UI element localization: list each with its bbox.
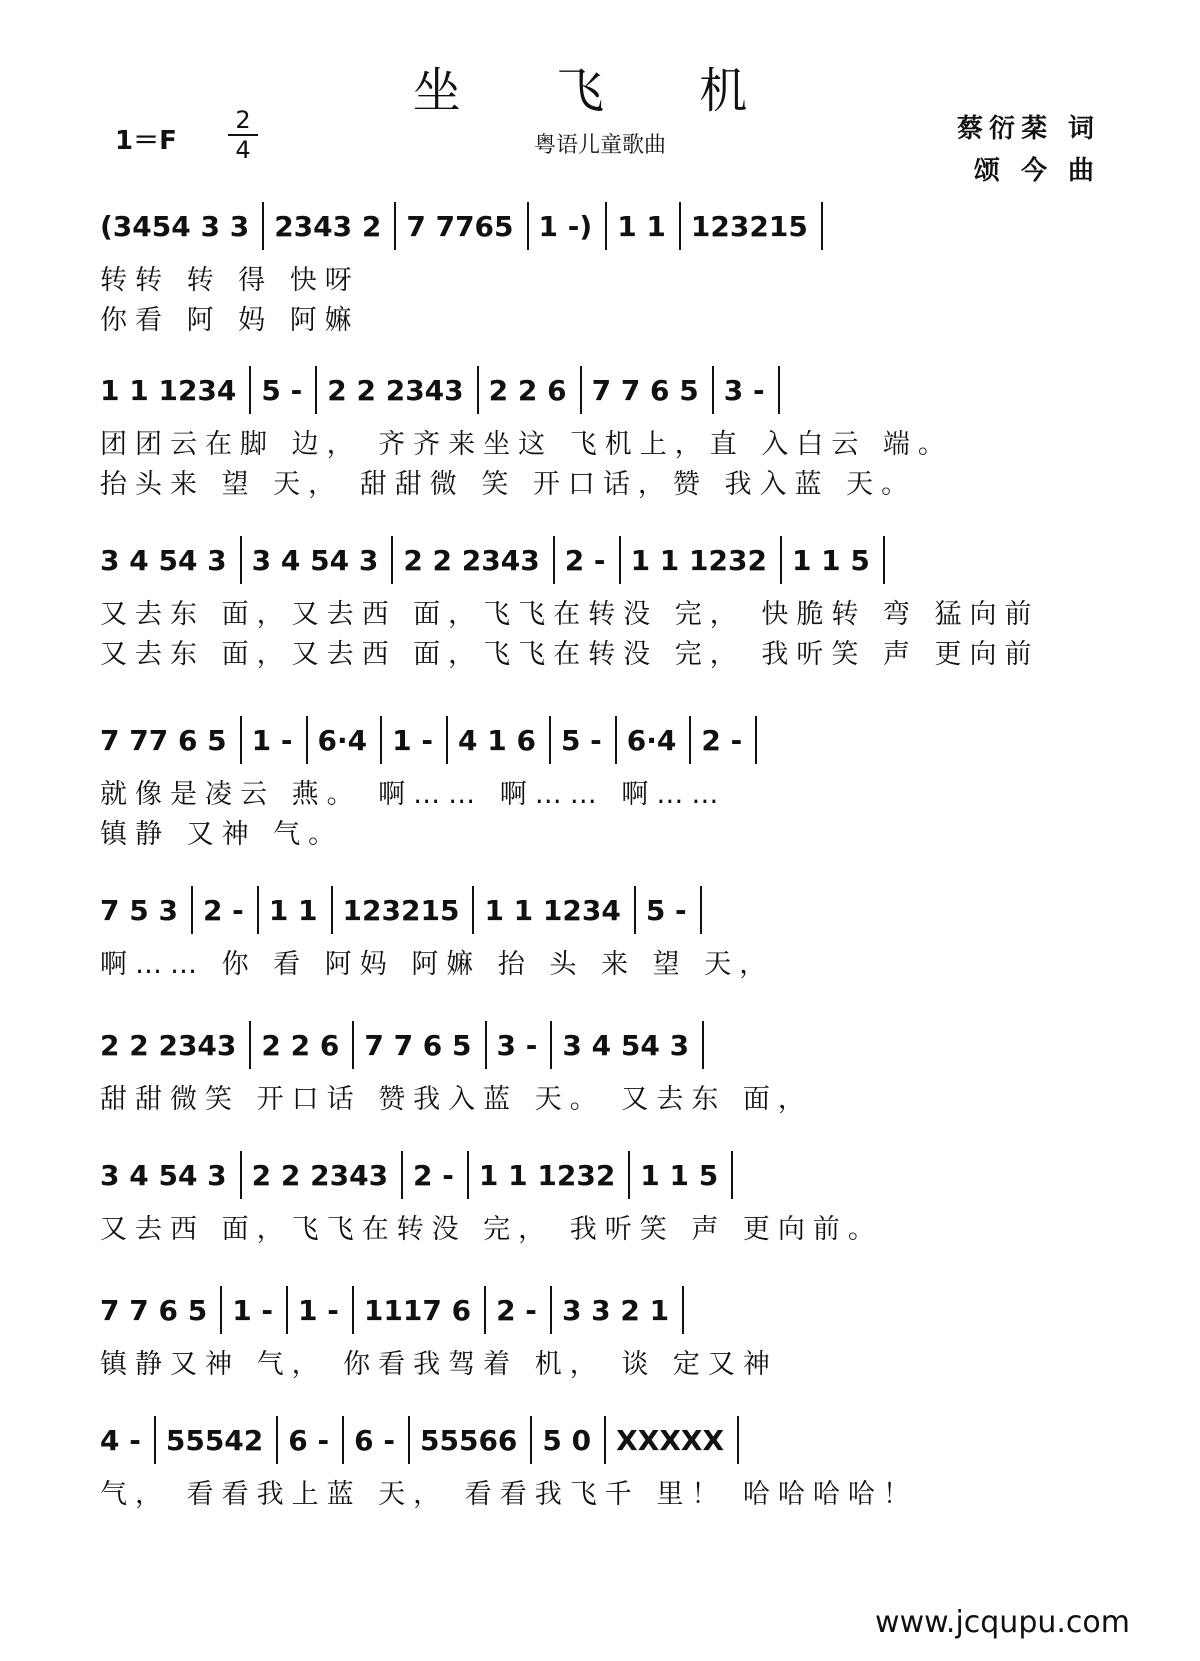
notation-row [100,1015,1110,1075]
measure: 2 2 2343 [251,1158,389,1192]
measure: 2 2 6 [488,373,567,407]
barline [240,716,242,764]
measure: 55566 [420,1423,518,1457]
measure: 2 - [496,1293,537,1327]
barline [780,536,782,584]
barline [257,886,259,934]
measure: 1 - [392,723,433,757]
measure: 1117 6 [363,1293,472,1327]
barline [580,366,582,414]
barline [549,716,551,764]
measure: 2 - [564,543,606,577]
time-denominator: 4 [235,136,251,164]
measure: 4 1 6 [457,723,536,757]
barline [306,716,308,764]
measure: 6 - [354,1423,395,1457]
lyric-line: 气， 看看我上蓝 天， 看看我飞千 里！ 哈哈哈哈！ [100,1479,918,1510]
measure: 1 1 1234 [484,893,621,927]
lyric-line: 你看 阿 妈 阿嫲 [100,305,360,336]
measure: 1 1 1234 [100,373,237,407]
measure: 2 2 2343 [327,373,464,407]
song-title: 坐 飞 机 [412,63,788,119]
measure: 1 1 [268,893,318,927]
measure: 55542 [165,1423,264,1457]
barline [408,1416,410,1464]
barline [191,886,193,934]
barline [276,1416,278,1464]
measure: 5 - [261,373,303,407]
barline [472,886,474,934]
barline [249,366,251,414]
barline [778,366,780,414]
lyricist-credit: 蔡衍棻 词 [956,114,1100,144]
measure: 1 -) [538,209,593,243]
measure: 1 - [251,723,293,757]
measure: 6 - [288,1423,330,1457]
measure: 3 3 2 1 [561,1293,670,1327]
measure: 6·4 [317,723,368,757]
measure: 5 - [645,893,687,927]
measure: 123215 [690,209,808,243]
notation-row [100,880,1110,940]
lyric-line: 又去东 面，又去西 面，飞飞在转没 完， 我听笑 声 更向前 [100,639,1040,670]
barline [615,716,617,764]
barline [477,366,479,414]
measure: 1 1 5 [791,543,870,577]
barline [737,1416,739,1464]
lyric-line: 又去西 面，飞飞在转没 完， 我听笑 声 更向前。 [100,1214,883,1245]
time-signature [228,106,258,164]
barline [550,1021,552,1069]
measure: 3 4 54 3 [251,543,379,577]
barline [467,1151,469,1199]
lyric-line: 镇静 又神 气。 [100,819,344,850]
measure: 1 - [298,1293,339,1327]
barline [240,536,242,584]
barline [315,366,317,414]
barline [755,716,757,764]
measure: 7 7 6 5 [100,1293,208,1327]
barline [530,1416,532,1464]
barline [883,536,885,584]
lyric-line: 团团云在脚 边， 齐齐来坐这 飞机上，直 入白云 端。 [100,429,953,460]
measure: 2 2 6 [261,1028,340,1062]
measure: 3 4 54 3 [100,543,227,577]
measure: 2 - [701,723,743,757]
measure: 7 7 6 5 [364,1028,472,1062]
measure: 3 - [496,1028,538,1062]
measure: 7 7 6 5 [591,373,699,407]
notation-row [100,710,1110,770]
notation-row [100,1145,1110,1205]
barline [485,1021,487,1069]
barline [679,202,681,250]
measure: 6·4 [626,723,677,757]
barline [702,1021,704,1069]
lyric-line: 又去东 面，又去西 面，飞飞在转没 完， 快脆转 弯 猛向前 [100,599,1040,630]
barline [380,716,382,764]
barline [550,1286,552,1334]
barline [154,1416,156,1464]
measure: (3454 3 3 [100,209,250,243]
barline [391,536,393,584]
notation-row [100,196,1110,256]
barline [527,202,529,250]
barline [634,886,636,934]
lyric-line: 就像是凌云 燕。 啊…… 啊…… 啊…… [100,779,727,810]
barline [553,536,555,584]
barline [401,1151,403,1199]
measure: 1 1 5 [640,1158,719,1192]
barline [394,202,396,250]
barline [262,202,264,250]
measure: 2 2 2343 [403,543,540,577]
barline [249,1021,251,1069]
barline [352,1286,354,1334]
measure: 2 - [202,893,244,927]
lyric-line: 转转 转 得 快呀 [100,265,360,296]
notation-row [100,1410,1110,1470]
barline [712,366,714,414]
time-numerator: 2 [228,106,258,136]
measure: 1 - [232,1293,274,1327]
measure: 1 1 [617,209,666,243]
barline [352,1021,354,1069]
measure: 7 77 6 5 [100,723,227,757]
measure: 3 4 54 3 [100,1158,227,1192]
barline [731,1151,733,1199]
barline [220,1286,222,1334]
barline [484,1286,486,1334]
barline [604,1416,606,1464]
barline [619,536,621,584]
barline [689,716,691,764]
measure: 1 1 1232 [630,543,767,577]
lyric-line: 甜甜微笑 开口话 赞我入蓝 天。 又去东 面， [100,1084,813,1115]
measure: 123215 [342,893,460,927]
barline [605,202,607,250]
measure: 4 - [100,1423,141,1457]
barline [682,1286,684,1334]
measure: XXXXX [616,1423,725,1457]
notation-row [100,360,1110,420]
measure: 7 7765 [406,209,514,243]
barline [240,1151,242,1199]
barline [446,716,448,764]
lyric-line: 镇静又神 气， 你看我驾着 机， 谈 定又神 [100,1349,778,1380]
measure: 3 - [723,373,765,407]
composer-credit: 颂 今 曲 [973,156,1100,186]
measure: 7 5 3 [100,893,178,927]
song-subtitle: 粤语儿童歌曲 [533,133,666,158]
notation-row [100,1280,1110,1340]
barline [342,1416,344,1464]
barline [628,1151,630,1199]
barline [700,886,702,934]
barline [331,886,333,934]
lyric-line: 抬头来 望 天， 甜甜微 笑 开口话，赞 我入蓝 天。 [100,469,917,500]
notation-row [100,530,1110,590]
measure: 2343 2 [274,209,382,243]
barline [821,202,823,250]
lyric-line: 啊…… 你 看 阿妈 阿嫲 抬 头 来 望 天， [100,949,775,980]
measure: 5 - [560,723,602,757]
measure: 5 0 [542,1423,592,1457]
measure: 1 1 1232 [478,1158,616,1192]
barline [286,1286,288,1334]
key-signature: 1＝F [115,126,177,156]
measure: 2 2 2343 [100,1028,237,1062]
measure: 2 - [413,1158,454,1192]
measure: 3 4 54 3 [562,1028,690,1062]
watermark: www.jcqupu.com [875,1605,1130,1640]
